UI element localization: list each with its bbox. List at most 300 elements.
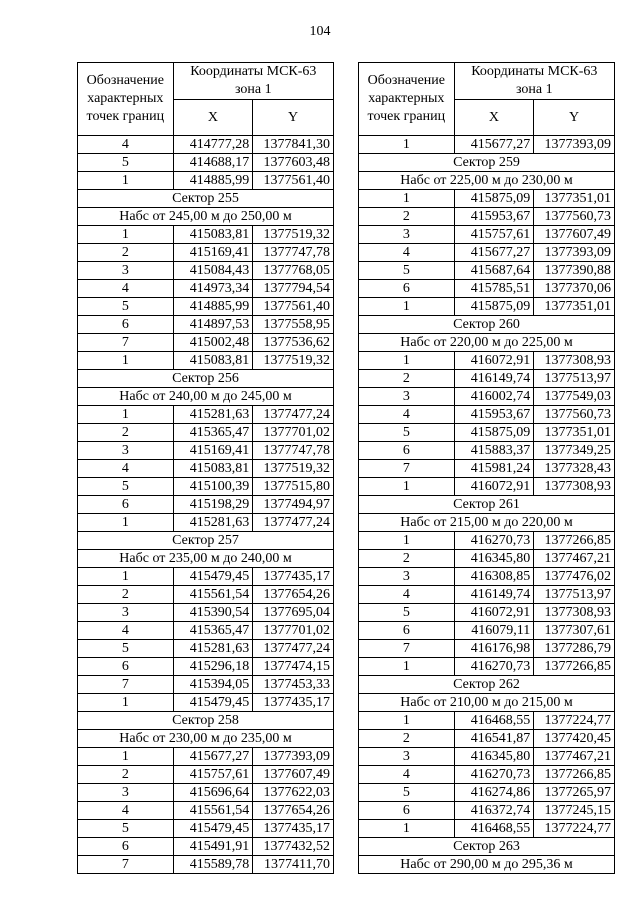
header-points-label: Обозначение характерных точек границ bbox=[359, 63, 455, 136]
table-row bbox=[359, 424, 615, 442]
y-cell: 1377435,17 bbox=[253, 694, 334, 712]
y-cell: 1377351,01 bbox=[534, 298, 615, 316]
table-row bbox=[78, 604, 334, 622]
section-row bbox=[78, 370, 334, 388]
section-row bbox=[359, 514, 615, 532]
table-row bbox=[359, 802, 615, 820]
x-cell: 415390,54 bbox=[173, 604, 253, 622]
y-cell: 1377607,49 bbox=[534, 226, 615, 244]
section-label: Набс от 220,00 м до 225,00 м bbox=[359, 334, 615, 352]
table-row bbox=[359, 370, 615, 388]
y-cell: 1377308,93 bbox=[534, 478, 615, 496]
point-cell: 1 bbox=[359, 820, 455, 838]
point-cell: 4 bbox=[359, 766, 455, 784]
point-cell: 3 bbox=[78, 604, 174, 622]
section-label: Набс от 235,00 м до 240,00 м bbox=[78, 550, 334, 568]
table-row bbox=[359, 298, 615, 316]
section-row bbox=[359, 316, 615, 334]
y-cell: 1377265,97 bbox=[534, 784, 615, 802]
x-cell: 414688,17 bbox=[173, 154, 253, 172]
y-cell: 1377558,95 bbox=[253, 316, 334, 334]
section-row bbox=[78, 532, 334, 550]
y-cell: 1377453,33 bbox=[253, 676, 334, 694]
y-cell: 1377308,93 bbox=[534, 352, 615, 370]
point-cell: 1 bbox=[78, 568, 174, 586]
table-row bbox=[78, 298, 334, 316]
y-cell: 1377747,78 bbox=[253, 442, 334, 460]
point-cell: 4 bbox=[78, 460, 174, 478]
table-row bbox=[78, 262, 334, 280]
x-cell: 416345,80 bbox=[454, 550, 534, 568]
table-row bbox=[359, 820, 615, 838]
table-row bbox=[359, 244, 615, 262]
table-row bbox=[78, 784, 334, 802]
y-cell: 1377307,61 bbox=[534, 622, 615, 640]
section-label: Сектор 259 bbox=[359, 154, 615, 172]
x-cell: 414885,99 bbox=[173, 172, 253, 190]
x-cell: 414885,99 bbox=[173, 298, 253, 316]
table-row bbox=[359, 586, 615, 604]
y-cell: 1377435,17 bbox=[253, 820, 334, 838]
y-cell: 1377467,21 bbox=[534, 550, 615, 568]
x-cell: 416308,85 bbox=[454, 568, 534, 586]
section-row bbox=[78, 208, 334, 226]
point-cell: 5 bbox=[78, 640, 174, 658]
point-cell: 6 bbox=[359, 442, 455, 460]
table-row bbox=[359, 622, 615, 640]
header-coordinates-title: Координаты МСК-63 зона 1 bbox=[173, 63, 333, 100]
y-cell: 1377561,40 bbox=[253, 172, 334, 190]
point-cell: 5 bbox=[359, 784, 455, 802]
table-row bbox=[78, 802, 334, 820]
point-cell: 2 bbox=[359, 208, 455, 226]
point-cell: 4 bbox=[78, 802, 174, 820]
y-cell: 1377435,17 bbox=[253, 568, 334, 586]
table-row bbox=[78, 622, 334, 640]
coordinates-table-left bbox=[77, 62, 334, 874]
table-body-left bbox=[78, 136, 334, 874]
y-cell: 1377513,97 bbox=[534, 586, 615, 604]
table-row bbox=[78, 514, 334, 532]
table-row bbox=[359, 748, 615, 766]
x-cell: 415365,47 bbox=[173, 424, 253, 442]
point-cell: 1 bbox=[359, 658, 455, 676]
point-cell: 1 bbox=[359, 712, 455, 730]
table-row bbox=[78, 568, 334, 586]
section-row bbox=[359, 694, 615, 712]
x-cell: 415589,78 bbox=[173, 856, 253, 874]
y-cell: 1377519,32 bbox=[253, 226, 334, 244]
x-cell: 415875,09 bbox=[454, 298, 534, 316]
x-cell: 415687,64 bbox=[454, 262, 534, 280]
table-row bbox=[359, 190, 615, 208]
y-cell: 1377701,02 bbox=[253, 424, 334, 442]
x-cell: 416270,73 bbox=[454, 658, 534, 676]
section-label: Сектор 260 bbox=[359, 316, 615, 334]
x-cell: 416079,11 bbox=[454, 622, 534, 640]
y-cell: 1377393,09 bbox=[534, 136, 615, 154]
point-cell: 1 bbox=[359, 298, 455, 316]
table-row bbox=[78, 640, 334, 658]
y-cell: 1377519,32 bbox=[253, 352, 334, 370]
section-row bbox=[359, 856, 615, 874]
table-row bbox=[359, 208, 615, 226]
point-cell: 1 bbox=[359, 190, 455, 208]
table-row bbox=[359, 658, 615, 676]
table-row bbox=[78, 172, 334, 190]
section-label: Сектор 262 bbox=[359, 676, 615, 694]
table-row bbox=[78, 136, 334, 154]
y-cell: 1377768,05 bbox=[253, 262, 334, 280]
y-cell: 1377536,62 bbox=[253, 334, 334, 352]
table-row bbox=[78, 748, 334, 766]
point-cell: 1 bbox=[78, 748, 174, 766]
table-row bbox=[78, 460, 334, 478]
point-cell: 6 bbox=[78, 658, 174, 676]
x-cell: 416345,80 bbox=[454, 748, 534, 766]
point-cell: 6 bbox=[359, 622, 455, 640]
table-row bbox=[359, 136, 615, 154]
x-cell: 416072,91 bbox=[454, 478, 534, 496]
page-number: 104 bbox=[309, 24, 331, 39]
table-row bbox=[78, 334, 334, 352]
table-row bbox=[359, 568, 615, 586]
y-cell: 1377390,88 bbox=[534, 262, 615, 280]
table-row bbox=[78, 154, 334, 172]
x-cell: 415281,63 bbox=[173, 514, 253, 532]
section-row bbox=[78, 712, 334, 730]
header-x: X bbox=[454, 100, 534, 136]
y-cell: 1377549,03 bbox=[534, 388, 615, 406]
table-row bbox=[78, 424, 334, 442]
y-cell: 1377603,48 bbox=[253, 154, 334, 172]
x-cell: 415100,39 bbox=[173, 478, 253, 496]
point-cell: 4 bbox=[359, 406, 455, 424]
point-cell: 4 bbox=[359, 244, 455, 262]
coordinates-table-right bbox=[358, 62, 615, 874]
table-row bbox=[359, 406, 615, 424]
section-row bbox=[359, 838, 615, 856]
y-cell: 1377224,77 bbox=[534, 712, 615, 730]
y-cell: 1377245,15 bbox=[534, 802, 615, 820]
point-cell: 3 bbox=[78, 442, 174, 460]
y-cell: 1377266,85 bbox=[534, 532, 615, 550]
x-cell: 416541,87 bbox=[454, 730, 534, 748]
section-label: Набс от 290,00 м до 295,36 м bbox=[359, 856, 615, 874]
x-cell: 415083,81 bbox=[173, 352, 253, 370]
point-cell: 2 bbox=[359, 730, 455, 748]
y-cell: 1377607,49 bbox=[253, 766, 334, 784]
x-cell: 415394,05 bbox=[173, 676, 253, 694]
section-row bbox=[78, 730, 334, 748]
y-cell: 1377477,24 bbox=[253, 514, 334, 532]
point-cell: 3 bbox=[78, 262, 174, 280]
point-cell: 4 bbox=[78, 622, 174, 640]
y-cell: 1377494,97 bbox=[253, 496, 334, 514]
section-label: Сектор 263 bbox=[359, 838, 615, 856]
section-row bbox=[359, 154, 615, 172]
section-label: Набс от 230,00 м до 235,00 м bbox=[78, 730, 334, 748]
table-row bbox=[78, 442, 334, 460]
point-cell: 1 bbox=[359, 136, 455, 154]
x-cell: 416149,74 bbox=[454, 586, 534, 604]
point-cell: 7 bbox=[78, 676, 174, 694]
y-cell: 1377695,04 bbox=[253, 604, 334, 622]
y-cell: 1377467,21 bbox=[534, 748, 615, 766]
point-cell: 1 bbox=[78, 226, 174, 244]
x-cell: 415696,64 bbox=[173, 784, 253, 802]
section-label: Сектор 261 bbox=[359, 496, 615, 514]
y-cell: 1377351,01 bbox=[534, 190, 615, 208]
table-row bbox=[359, 262, 615, 280]
table-row bbox=[78, 856, 334, 874]
y-cell: 1377561,40 bbox=[253, 298, 334, 316]
x-cell: 416468,55 bbox=[454, 712, 534, 730]
table-row bbox=[359, 532, 615, 550]
point-cell: 7 bbox=[359, 460, 455, 478]
table-row bbox=[78, 838, 334, 856]
table-row bbox=[359, 766, 615, 784]
x-cell: 415875,09 bbox=[454, 190, 534, 208]
point-cell: 7 bbox=[78, 334, 174, 352]
point-cell: 1 bbox=[78, 172, 174, 190]
y-cell: 1377519,32 bbox=[253, 460, 334, 478]
x-cell: 415757,61 bbox=[173, 766, 253, 784]
point-cell: 6 bbox=[359, 802, 455, 820]
table-row bbox=[359, 460, 615, 478]
x-cell: 416270,73 bbox=[454, 532, 534, 550]
y-cell: 1377266,85 bbox=[534, 658, 615, 676]
y-cell: 1377794,54 bbox=[253, 280, 334, 298]
y-cell: 1377701,02 bbox=[253, 622, 334, 640]
table-row bbox=[359, 712, 615, 730]
y-cell: 1377411,70 bbox=[253, 856, 334, 874]
x-cell: 416468,55 bbox=[454, 820, 534, 838]
table-row bbox=[78, 316, 334, 334]
y-cell: 1377351,01 bbox=[534, 424, 615, 442]
point-cell: 3 bbox=[359, 226, 455, 244]
section-label: Набс от 240,00 м до 245,00 м bbox=[78, 388, 334, 406]
x-cell: 416072,91 bbox=[454, 352, 534, 370]
y-cell: 1377513,97 bbox=[534, 370, 615, 388]
x-cell: 415479,45 bbox=[173, 694, 253, 712]
point-cell: 2 bbox=[359, 550, 455, 568]
point-cell: 1 bbox=[78, 514, 174, 532]
point-cell: 4 bbox=[359, 586, 455, 604]
point-cell: 1 bbox=[359, 352, 455, 370]
point-cell: 7 bbox=[359, 640, 455, 658]
table-row bbox=[78, 496, 334, 514]
point-cell: 5 bbox=[359, 262, 455, 280]
section-label: Набс от 225,00 м до 230,00 м bbox=[359, 172, 615, 190]
x-cell: 415981,24 bbox=[454, 460, 534, 478]
x-cell: 415875,09 bbox=[454, 424, 534, 442]
x-cell: 415169,41 bbox=[173, 244, 253, 262]
x-cell: 415281,63 bbox=[173, 640, 253, 658]
x-cell: 415953,67 bbox=[454, 406, 534, 424]
section-row bbox=[359, 334, 615, 352]
y-cell: 1377747,78 bbox=[253, 244, 334, 262]
point-cell: 5 bbox=[78, 154, 174, 172]
y-cell: 1377477,24 bbox=[253, 406, 334, 424]
x-cell: 415757,61 bbox=[454, 226, 534, 244]
point-cell: 6 bbox=[78, 316, 174, 334]
section-row bbox=[359, 676, 615, 694]
point-cell: 2 bbox=[78, 424, 174, 442]
point-cell: 1 bbox=[359, 478, 455, 496]
x-cell: 415002,48 bbox=[173, 334, 253, 352]
table-row bbox=[359, 640, 615, 658]
section-row bbox=[78, 190, 334, 208]
table-row bbox=[78, 406, 334, 424]
table-row bbox=[78, 226, 334, 244]
point-cell: 5 bbox=[78, 298, 174, 316]
y-cell: 1377841,30 bbox=[253, 136, 334, 154]
y-cell: 1377349,25 bbox=[534, 442, 615, 460]
point-cell: 1 bbox=[78, 352, 174, 370]
section-row bbox=[359, 172, 615, 190]
table-row bbox=[78, 244, 334, 262]
section-label: Сектор 258 bbox=[78, 712, 334, 730]
x-cell: 415198,29 bbox=[173, 496, 253, 514]
x-cell: 415677,27 bbox=[173, 748, 253, 766]
point-cell: 2 bbox=[78, 244, 174, 262]
x-cell: 415281,63 bbox=[173, 406, 253, 424]
y-cell: 1377654,26 bbox=[253, 802, 334, 820]
y-cell: 1377420,45 bbox=[534, 730, 615, 748]
header-coordinates-title: Координаты МСК-63 зона 1 bbox=[454, 63, 614, 100]
y-cell: 1377266,85 bbox=[534, 766, 615, 784]
table-row bbox=[78, 658, 334, 676]
table-row bbox=[359, 442, 615, 460]
table-row bbox=[359, 478, 615, 496]
x-cell: 415083,81 bbox=[173, 460, 253, 478]
x-cell: 416072,91 bbox=[454, 604, 534, 622]
x-cell: 415365,47 bbox=[173, 622, 253, 640]
point-cell: 1 bbox=[359, 532, 455, 550]
table-row bbox=[359, 226, 615, 244]
x-cell: 415169,41 bbox=[173, 442, 253, 460]
y-cell: 1377308,93 bbox=[534, 604, 615, 622]
point-cell: 2 bbox=[78, 586, 174, 604]
x-cell: 416372,74 bbox=[454, 802, 534, 820]
x-cell: 415479,45 bbox=[173, 820, 253, 838]
table-row bbox=[359, 388, 615, 406]
table-row bbox=[359, 730, 615, 748]
x-cell: 415296,18 bbox=[173, 658, 253, 676]
y-cell: 1377474,15 bbox=[253, 658, 334, 676]
y-cell: 1377328,43 bbox=[534, 460, 615, 478]
x-cell: 415883,37 bbox=[454, 442, 534, 460]
x-cell: 415479,45 bbox=[173, 568, 253, 586]
point-cell: 3 bbox=[359, 748, 455, 766]
header-points-label: Обозначение характерных точек границ bbox=[78, 63, 174, 136]
y-cell: 1377393,09 bbox=[253, 748, 334, 766]
point-cell: 6 bbox=[78, 496, 174, 514]
x-cell: 415491,91 bbox=[173, 838, 253, 856]
y-cell: 1377515,80 bbox=[253, 478, 334, 496]
point-cell: 2 bbox=[78, 766, 174, 784]
point-cell: 1 bbox=[78, 694, 174, 712]
x-cell: 415084,43 bbox=[173, 262, 253, 280]
x-cell: 414777,28 bbox=[173, 136, 253, 154]
x-cell: 416149,74 bbox=[454, 370, 534, 388]
table-row bbox=[78, 280, 334, 298]
section-label: Сектор 255 bbox=[78, 190, 334, 208]
y-cell: 1377560,73 bbox=[534, 208, 615, 226]
y-cell: 1377432,52 bbox=[253, 838, 334, 856]
y-cell: 1377224,77 bbox=[534, 820, 615, 838]
section-label: Сектор 256 bbox=[78, 370, 334, 388]
table-row bbox=[78, 694, 334, 712]
table-row bbox=[78, 676, 334, 694]
x-cell: 416002,74 bbox=[454, 388, 534, 406]
x-cell: 415677,27 bbox=[454, 136, 534, 154]
point-cell: 2 bbox=[359, 370, 455, 388]
point-cell: 6 bbox=[359, 280, 455, 298]
table-row bbox=[78, 586, 334, 604]
table-row bbox=[78, 766, 334, 784]
section-label: Набс от 215,00 м до 220,00 м bbox=[359, 514, 615, 532]
section-label: Набс от 245,00 м до 250,00 м bbox=[78, 208, 334, 226]
y-cell: 1377622,03 bbox=[253, 784, 334, 802]
x-cell: 415083,81 bbox=[173, 226, 253, 244]
point-cell: 3 bbox=[359, 388, 455, 406]
y-cell: 1377477,24 bbox=[253, 640, 334, 658]
x-cell: 416270,73 bbox=[454, 766, 534, 784]
x-cell: 416176,98 bbox=[454, 640, 534, 658]
x-cell: 415677,27 bbox=[454, 244, 534, 262]
point-cell: 5 bbox=[78, 478, 174, 496]
table-row bbox=[78, 820, 334, 838]
section-label: Сектор 257 bbox=[78, 532, 334, 550]
x-cell: 415953,67 bbox=[454, 208, 534, 226]
point-cell: 1 bbox=[78, 406, 174, 424]
y-cell: 1377286,79 bbox=[534, 640, 615, 658]
header-y: Y bbox=[534, 100, 615, 136]
x-cell: 414973,34 bbox=[173, 280, 253, 298]
point-cell: 4 bbox=[78, 136, 174, 154]
point-cell: 3 bbox=[359, 568, 455, 586]
section-row bbox=[78, 550, 334, 568]
table-row bbox=[78, 352, 334, 370]
table-row bbox=[359, 604, 615, 622]
y-cell: 1377560,73 bbox=[534, 406, 615, 424]
point-cell: 6 bbox=[78, 838, 174, 856]
header-x: X bbox=[173, 100, 253, 136]
table-row bbox=[359, 352, 615, 370]
table-row bbox=[359, 550, 615, 568]
point-cell: 3 bbox=[78, 784, 174, 802]
section-label: Набс от 210,00 м до 215,00 м bbox=[359, 694, 615, 712]
y-cell: 1377370,06 bbox=[534, 280, 615, 298]
point-cell: 7 bbox=[78, 856, 174, 874]
header-y: Y bbox=[253, 100, 334, 136]
y-cell: 1377654,26 bbox=[253, 586, 334, 604]
point-cell: 5 bbox=[359, 424, 455, 442]
point-cell: 4 bbox=[78, 280, 174, 298]
table-body-right bbox=[359, 136, 615, 874]
y-cell: 1377393,09 bbox=[534, 244, 615, 262]
x-cell: 416274,86 bbox=[454, 784, 534, 802]
x-cell: 415561,54 bbox=[173, 802, 253, 820]
table-row bbox=[78, 478, 334, 496]
y-cell: 1377476,02 bbox=[534, 568, 615, 586]
x-cell: 415785,51 bbox=[454, 280, 534, 298]
table-row bbox=[359, 280, 615, 298]
point-cell: 5 bbox=[78, 820, 174, 838]
x-cell: 414897,53 bbox=[173, 316, 253, 334]
